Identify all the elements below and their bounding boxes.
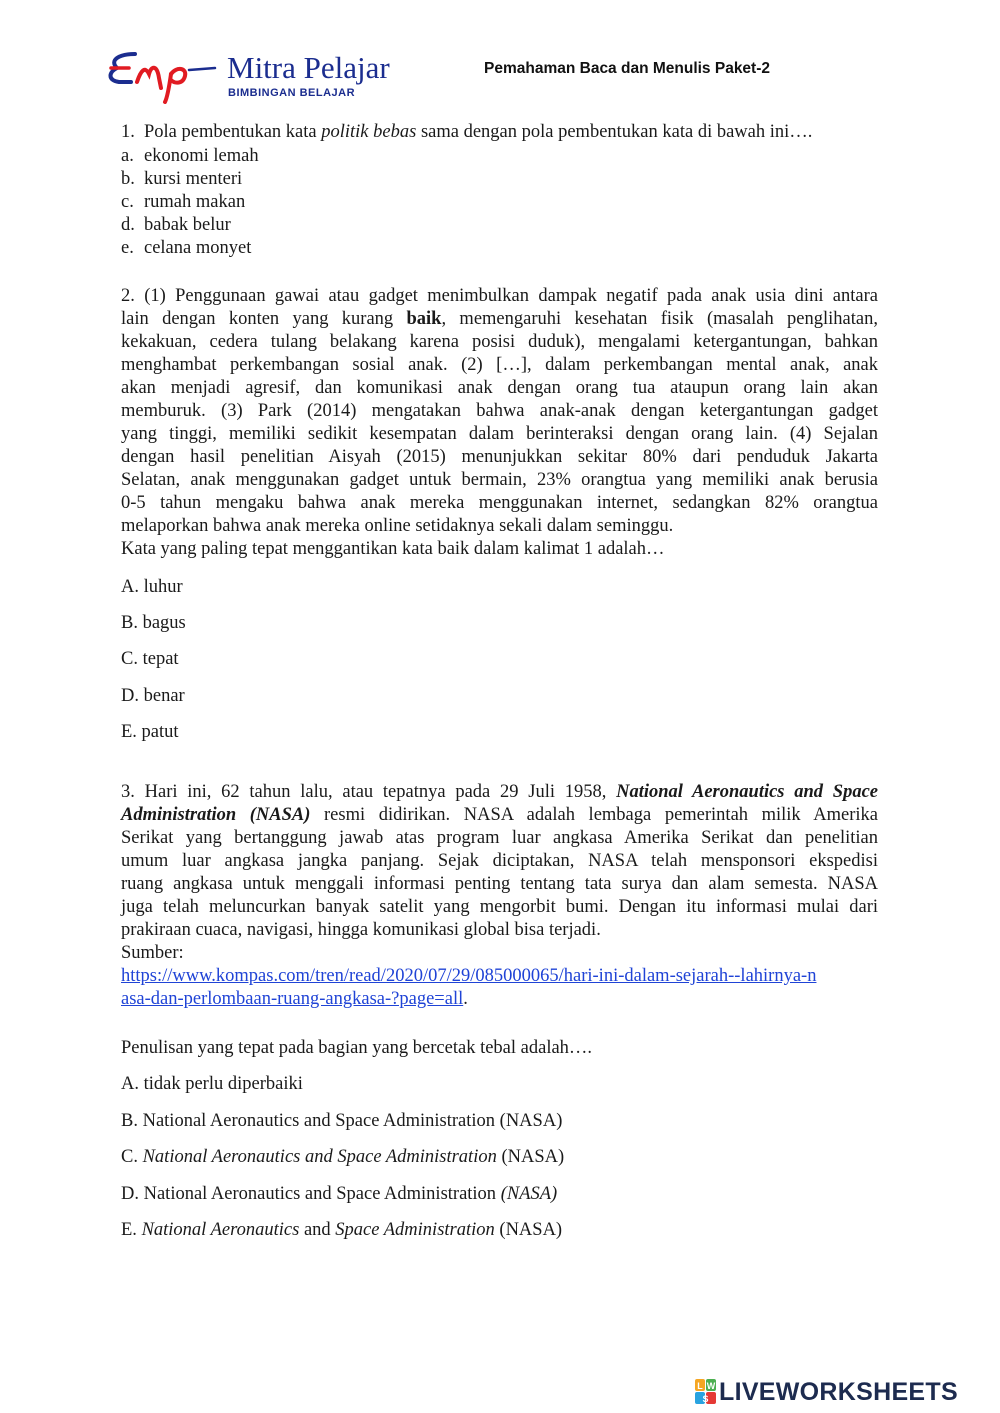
answer-option-d[interactable]: d. babak belur	[121, 215, 231, 235]
question-2-passage: 2. (1) Penggunaan gawai atau gadget menimbulkan dampak negatif pada anak usia dini antara lain dengan konten yang kurang baik, memengaruhi kesehatan fisik (masalah penglihatan, kekakuan, cedera tulang belakang karena posisi duduk), mengalami ketergantungan, bahkan menghambat perkembangan sosial anak. (2) […], dalam perkembangan mental anak, anak akan menjadi agresif, dan komunikasi anak dengan orang tua ataupun orang lain akan memburuk. (3) Park (2014) mengatakan bahwa anak-anak dengan ketergantungan gadget yang tinggi, memiliki sedikit kesempatan dalam berinteraksi dengan orang lain. (4) Sejalan dengan hasil penelitian Aisyah (2015) menunjukkan sekitar 80% dari penduduk Jakarta Selatan, anak menggunakan gadget untuk bermain, 23% orangtua yang memiliki anak berusia 0-5 tahun mengaku bahwa anak mereka menggunakan internet, sedangkan 82% orangtua melaporkan bahwa anak mereka online setidaknya sekali dalam seminggu. Kata yang paling tepat menggantikan kata baik dalam kalimat 1 adalah…	[121, 286, 878, 559]
svg-text:W: W	[706, 1381, 716, 1391]
answer-option-b[interactable]: B. bagus	[121, 613, 186, 633]
answer-option-e[interactable]: e. celana monyet	[121, 238, 252, 258]
svg-text:S: S	[702, 1394, 709, 1404]
answer-option-b[interactable]: B. National Aeronautics and Space Administration (NASA)	[121, 1111, 563, 1131]
answer-option-e[interactable]: E. patut	[121, 722, 179, 742]
liveworksheets-watermark	[695, 1378, 995, 1404]
bold-italic-phrase: Administration (NASA)	[121, 805, 311, 825]
answer-option-a[interactable]: A. tidak perlu diperbaiki	[121, 1074, 303, 1094]
answer-option-a[interactable]: a. ekonomi lemah	[121, 146, 259, 166]
source-link[interactable]: asa-dan-perlombaan-ruang-angkasa-?page=all	[121, 989, 464, 1009]
answer-option-e[interactable]: E. National Aeronautics and Space Administration (NASA)	[121, 1220, 563, 1240]
logo-tagline: BIMBINGAN BELAJAR	[228, 87, 356, 99]
question-3-passage: 3. Hari ini, 62 tahun lalu, atau tepatnya pada 29 Juli 1958, National Aeronautics and Space Administration (NASA) resmi didirikan. NASA adalah lembaga pemerintah milik Amerika Serikat yang bertanggung jawab atas program luar angkasa Amerika Serikat dan penelitian umum luar angkasa jangka panjang. Sejak diciptakan, NASA telah mensponsori ekspedisi ruang angkasa untuk menggali informasi penting tentang tata surya dan alam semesta. NASA juga telah meluncurkan banyak satelit yang mengorbit bumi. Dengan itu informasi mulai dari prakiraan cuaca, navigasi, hingga komunikasi global bisa terjadi. Sumber: https://www.kompas.com/tren/read/2020/07/29/085000065/hari-ini-dalam-sejarah--lahirnya-n asa-dan-perlombaan-ruang-angkasa-?page=all.	[121, 782, 879, 1009]
bold-word: baik	[406, 309, 442, 329]
answer-option-a[interactable]: A. luhur	[121, 577, 183, 597]
bold-italic-phrase: National Aeronautics and Space	[616, 782, 879, 802]
brand-logo	[105, 48, 405, 104]
document-title: Pemahaman Baca dan Menulis Paket-2	[484, 60, 771, 77]
liveworksheets-logo-icon	[695, 1379, 717, 1405]
liveworksheets-brand: LIVEWORKSHEETS	[719, 1378, 958, 1406]
emphasis-phrase: politik bebas	[321, 122, 417, 142]
answer-option-c[interactable]: C. tepat	[121, 649, 179, 669]
logo-brand-name: Mitra Pelajar	[227, 50, 390, 85]
emp-logo-mark-icon	[105, 48, 227, 104]
question-2-prompt: Kata yang paling tepat menggantikan kata baik dalam kalimat 1 adalah…	[121, 539, 665, 559]
question-3-prompt: Penulisan yang tepat pada bagian yang bercetak tebal adalah….	[121, 1038, 593, 1058]
question-1-stem: 1. Pola pembentukan kata politik bebas sama dengan pola pembentukan kata di bawah ini….	[121, 122, 813, 142]
answer-option-b[interactable]: b. kursi menteri	[121, 169, 243, 189]
source-link[interactable]: https://www.kompas.com/tren/read/2020/07/29/085000065/hari-ini-dalam-sejarah--lahirnya-n	[121, 966, 817, 986]
answer-option-c[interactable]: C. National Aeronautics and Space Administration (NASA)	[121, 1147, 565, 1167]
answer-option-d[interactable]: D. benar	[121, 686, 185, 706]
question-number: 1.	[121, 122, 135, 142]
svg-text:L: L	[697, 1381, 703, 1391]
source-label: Sumber:	[121, 943, 184, 963]
answer-option-d[interactable]: D. National Aeronautics and Space Administration (NASA)	[121, 1184, 558, 1204]
answer-option-c[interactable]: c. rumah makan	[121, 192, 246, 212]
